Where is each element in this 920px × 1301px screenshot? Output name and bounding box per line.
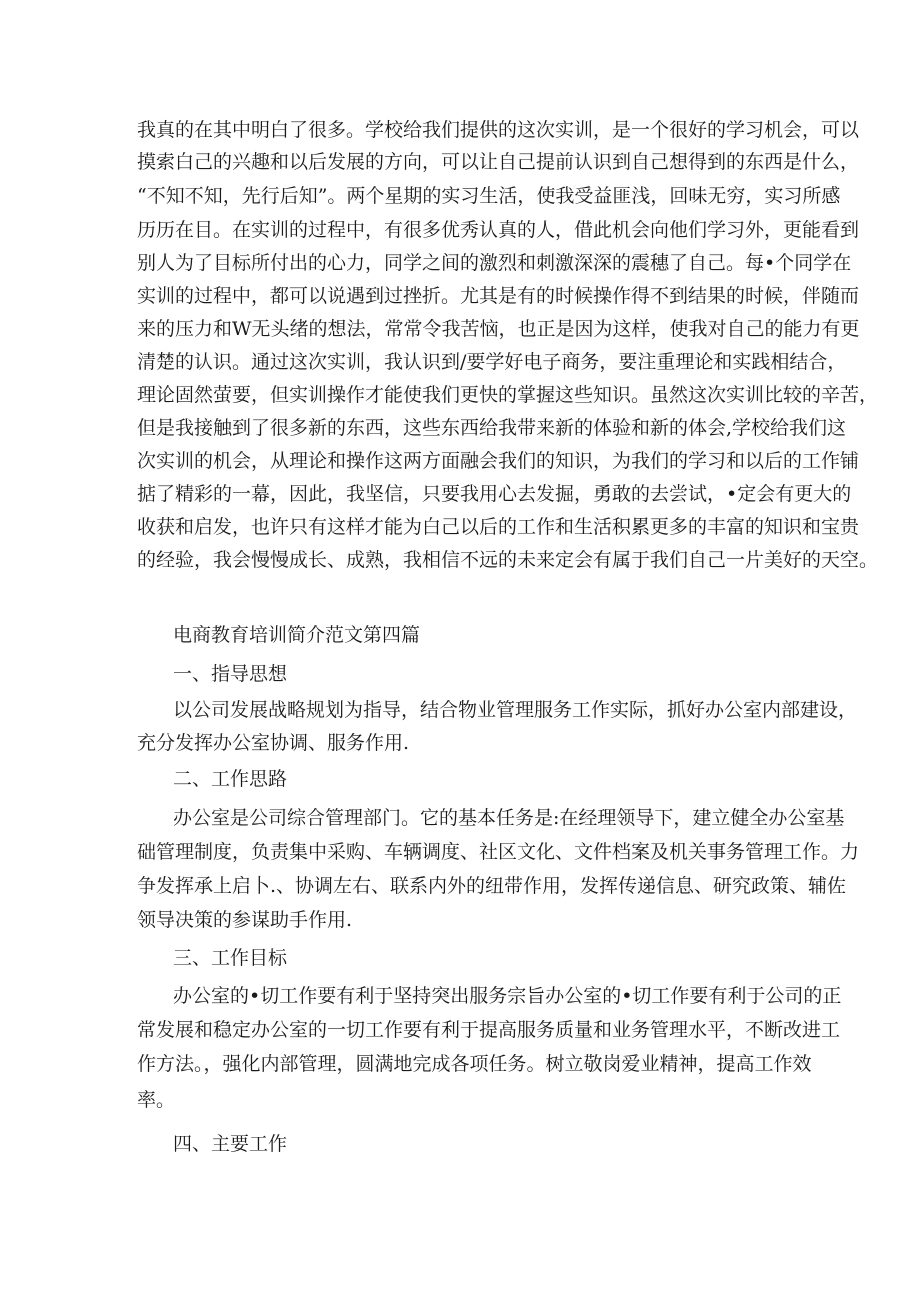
section-line: 础管理制度，负责集中采购、车辆调度、社区文化、文件档案及机关事务管理工作。力: [137, 841, 860, 863]
paragraph-line: 实训的过程中，都可以说遇到过挫折。尤其是有的时候操作得不到结果的时候，伴随而: [137, 285, 860, 307]
section-line: 领导决策的参谋助手作用.: [137, 909, 353, 931]
section-line: 充分发挥办公室协调、服务作用.: [137, 732, 410, 754]
paragraph-line: 次实训的机会，从理论和操作这两方面融会我们的知识，为我们的学习和以后的工作铺: [137, 450, 860, 472]
section-line: 作方法。，强化内部管理，圆满地完成各项任务。树立敬岗爱业精神，提高工作效: [137, 1053, 812, 1075]
paragraph-line: 理论固然萤要，但实训操作才能使我们更快的掌握这些知识。虽然这次实训比较的辛苦，: [137, 384, 879, 406]
section-line: 办公室的•切工作要有利于坚持突出服务宗旨办公室的•切工作要有利于公司的正: [173, 985, 842, 1007]
paragraph-line: 摸索白己的兴趣和以后发展的方向，可以让自己提前认识到自己想得到的东西是什么，: [137, 151, 860, 173]
section-heading-work-goals: 三、工作目标: [173, 947, 288, 969]
section-line: 率。: [137, 1089, 176, 1111]
paragraph-line: 但是我接触到了很多新的东西，这些东西给我带来新的体验和新的体会,学校给我们这: [137, 417, 847, 439]
paragraph-line: 掂了精彩的一幕，因此，我坚信，只要我用心去发掘，勇敢的去尝试，•定会有更大的: [137, 483, 852, 505]
paragraph-line: 历历在目。在实训的过程中，有很多优秀认真的人，借此机会向他们学习外，更能看到: [137, 219, 860, 241]
section-heading-guiding-ideology: 一、指导思想: [173, 663, 288, 685]
paragraph-line: 清楚的认识。通过这次实训，我认识到/要学好电子商务，要注重理论和实践相结合，: [137, 351, 847, 373]
section-line: 以公司发展战略规划为指导，结合物业管理服务工作实际，抓好办公室内部建设，: [173, 699, 858, 721]
section-heading-main-work: 四、主要工作: [173, 1133, 288, 1155]
section-line: 办公室是公司综合管理部门。它的基本任务是:在经理领导下，建立健全办公室基: [173, 807, 845, 829]
paragraph-line: “不知不知，先行后知”。两个星期的实习生活，使我受益匪浅，回味无穷，实习所感: [137, 185, 841, 207]
paragraph-line: 别人为了目标所付出的心力，同学之间的激烈和刺激深深的震穗了自己。每•个同学在: [137, 252, 852, 274]
section-line: 争发挥承上启卜.、协调左右、联系内外的纽带作用，发挥传递信息、研究政策、辅佐: [137, 875, 847, 897]
section-line: 常发展和稳定办公室的一切工作要有利于提高服务质量和业务管理水平，不断改进工: [137, 1019, 841, 1041]
paragraph-line: 的经验，我会慢慢成长、成熟，我相信不远的未来定会有属于我们自己一片美好的天空。: [137, 549, 879, 571]
paragraph-line: 我真的在其中明白了很多。学校给我们提供的这次实训，是一个很好的学习机会，可以: [137, 119, 860, 141]
section-heading-work-approach: 二、工作思路: [173, 768, 288, 790]
document-section-title: 电商教育培训简介范文第四篇: [173, 624, 421, 646]
paragraph-line: 收获和启发，也许只有这样才能为白己以后的工作和生活积累更多的丰富的知识和宝贵: [137, 516, 860, 538]
paragraph-line: 来的压力和W无头绪的想法，常常令我苦恼，也正是因为这样，使我对自己的能力有更: [137, 318, 860, 340]
